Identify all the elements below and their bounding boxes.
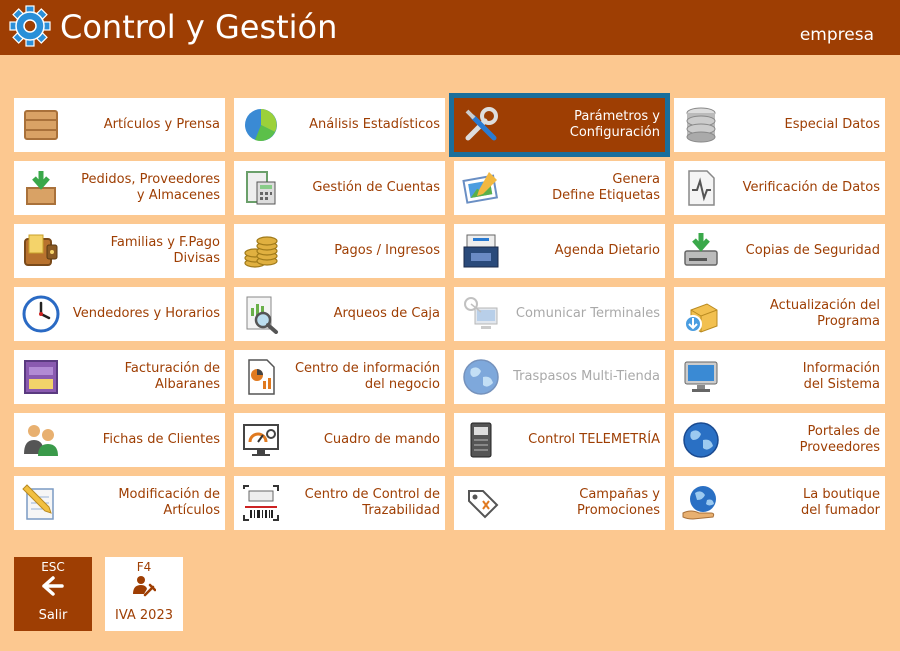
tile-especial-datos[interactable] — [674, 98, 885, 152]
tile-label — [728, 98, 880, 152]
tile-traspasos-multitienda[interactable] — [454, 350, 665, 404]
tile-label-line: Pedidos, Proveedores — [81, 172, 220, 187]
notepad-pencil-icon — [21, 483, 61, 523]
tile-label-line: Análisis Estadísticos — [309, 117, 440, 132]
box-download-icon — [21, 168, 61, 208]
globe-hand-icon — [681, 483, 721, 523]
tile-label-line: Parámetros y — [574, 109, 660, 124]
tools-icon — [461, 105, 501, 145]
header-bar — [0, 0, 900, 55]
tile-label-line: Actualización del — [769, 298, 880, 313]
tile-label-line: Traspasos Multi-Tienda — [513, 369, 660, 384]
telemetry-device-icon — [461, 420, 501, 460]
update-box-icon — [681, 294, 721, 334]
price-tag-icon — [461, 483, 501, 523]
tile-label — [68, 413, 220, 467]
tile-label — [68, 287, 220, 341]
tile-label — [68, 476, 220, 530]
tile-label-line: Trazabilidad — [362, 503, 440, 518]
globe-icon — [681, 420, 721, 460]
arrow-left-icon — [41, 574, 65, 598]
barcode-scan-icon — [241, 483, 281, 523]
gear-icon — [9, 5, 51, 47]
tile-label — [288, 413, 440, 467]
fkey-label: Salir — [38, 608, 68, 623]
tile-label-line: Control TELEMETRÍA — [528, 432, 660, 447]
tile-label — [288, 161, 440, 215]
database-icon — [681, 105, 721, 145]
tile-label-line: Centro de Control de — [304, 487, 440, 502]
calculator-icon — [241, 168, 281, 208]
tile-label-line: Vendedores y Horarios — [72, 306, 220, 321]
tile-label-line: Información — [802, 361, 880, 376]
tile-gestion-cuentas[interactable] — [234, 161, 445, 215]
tile-label-line: del Sistema — [803, 377, 880, 392]
tile-label — [68, 98, 220, 152]
tile-agenda-dietario[interactable] — [454, 224, 665, 278]
tile-label — [68, 161, 220, 215]
tile-label — [728, 476, 880, 530]
tile-label — [508, 98, 660, 152]
tile-label-line: Pagos / Ingresos — [334, 243, 440, 258]
picture-icon — [461, 168, 501, 208]
tile-label — [288, 224, 440, 278]
tile-label — [728, 224, 880, 278]
tile-portales-proveedores[interactable] — [674, 413, 885, 467]
tile-centro-trazabilidad[interactable] — [234, 476, 445, 530]
wallet-icon — [21, 231, 61, 271]
tile-facturacion-albaranes[interactable] — [14, 350, 225, 404]
tile-campanas-promociones[interactable] — [454, 476, 665, 530]
tile-label-line: Portales de — [807, 424, 880, 439]
tile-label-line: Modificación de — [118, 487, 220, 502]
tile-label-line: Artículos y Prensa — [103, 117, 220, 132]
tile-informacion-sistema[interactable] — [674, 350, 885, 404]
salir-button[interactable] — [14, 557, 92, 631]
tile-label-line: Centro de información — [294, 361, 440, 376]
tile-label-line: Copias de Seguridad — [745, 243, 880, 258]
tile-label — [728, 350, 880, 404]
tile-fichas-clientes[interactable] — [14, 413, 225, 467]
tile-label-line: del negocio — [364, 377, 440, 392]
tile-label-line: Define Etiquetas — [552, 188, 660, 203]
tile-articulos-prensa[interactable] — [14, 98, 225, 152]
tile-label-line: y Almacenes — [136, 188, 220, 203]
crate-icon — [21, 105, 61, 145]
monitor-icon — [681, 357, 721, 397]
tile-label — [508, 224, 660, 278]
tile-label-line: del fumador — [801, 503, 880, 518]
tile-label-line: Cuadro de mando — [323, 432, 440, 447]
tile-label — [68, 350, 220, 404]
magnifier-report-icon — [241, 294, 281, 334]
tile-label-line: Verificación de Datos — [742, 180, 880, 195]
tile-label — [288, 476, 440, 530]
tile-familias-fpago[interactable] — [14, 224, 225, 278]
clock-icon — [21, 294, 61, 334]
tile-label — [288, 98, 440, 152]
tile-label — [508, 350, 660, 404]
globe-icon — [461, 357, 501, 397]
tile-label-line: Promociones — [577, 503, 660, 518]
tile-label — [508, 476, 660, 530]
tile-label-line: Agenda Dietario — [554, 243, 660, 258]
iva-button[interactable] — [105, 557, 183, 631]
tile-label-line: Campañas y — [579, 487, 660, 502]
folder-drawer-icon — [21, 357, 61, 397]
tile-label-line: Especial Datos — [784, 117, 880, 132]
menu-grid — [14, 98, 886, 528]
tile-boutique-fumador[interactable] — [674, 476, 885, 530]
tile-label — [288, 287, 440, 341]
tile-label-line: Proveedores — [799, 440, 880, 455]
tile-label — [728, 413, 880, 467]
tile-pedidos-proveedores[interactable] — [14, 161, 225, 215]
tile-label-line: Programa — [817, 314, 880, 329]
network-computer-icon — [461, 294, 501, 334]
tile-centro-informacion[interactable] — [234, 350, 445, 404]
fkey-key: ESC — [41, 560, 65, 574]
tile-label-line: Arqueos de Caja — [333, 306, 440, 321]
page-title: Control y Gestión — [60, 8, 338, 46]
tile-label-line: Facturación de — [124, 361, 220, 376]
users-icon — [21, 420, 61, 460]
tile-comunicar-terminales[interactable] — [454, 287, 665, 341]
dashboard-icon — [241, 420, 281, 460]
tile-label-line: Albaranes — [154, 377, 220, 392]
fkey-key: F4 — [136, 560, 152, 574]
tile-genera-etiquetas[interactable] — [454, 161, 665, 215]
tile-label — [288, 350, 440, 404]
tile-cuadro-mando[interactable] — [234, 413, 445, 467]
tile-label — [68, 224, 220, 278]
tile-arqueos-caja[interactable] — [234, 287, 445, 341]
tile-label — [508, 413, 660, 467]
tile-control-telemetria[interactable] — [454, 413, 665, 467]
tile-label-line: Configuración — [569, 125, 660, 140]
tile-label — [728, 161, 880, 215]
tile-verificacion-datos[interactable] — [674, 161, 885, 215]
backup-drive-icon — [681, 231, 721, 271]
pie-chart-icon — [241, 105, 281, 145]
tile-label — [508, 161, 660, 215]
tile-modificacion-articulos[interactable] — [14, 476, 225, 530]
tile-actualizacion-programa[interactable] — [674, 287, 885, 341]
tile-analisis-estadisticos[interactable] — [234, 98, 445, 152]
tile-vendedores-horarios[interactable] — [14, 287, 225, 341]
tile-label-line: Fichas de Clientes — [102, 432, 220, 447]
tile-label-line: Genera — [612, 172, 660, 187]
tile-parametros-configuracion[interactable] — [454, 98, 665, 152]
tile-label — [728, 287, 880, 341]
tile-label-line: Gestión de Cuentas — [312, 180, 440, 195]
tile-label-line: Artículos — [163, 503, 220, 518]
tile-label-line: Familias y F.Pago — [110, 235, 220, 250]
agenda-icon — [461, 231, 501, 271]
fkey-label: IVA 2023 — [114, 608, 173, 623]
tile-copias-seguridad[interactable] — [674, 224, 885, 278]
user-tools-icon — [132, 574, 156, 598]
report-chart-icon — [241, 357, 281, 397]
user-name: empresa — [799, 25, 874, 45]
tile-pagos-ingresos[interactable] — [234, 224, 445, 278]
document-pulse-icon — [681, 168, 721, 208]
tile-label-line: Divisas — [173, 251, 220, 266]
coins-icon — [241, 231, 281, 271]
tile-label — [508, 287, 660, 341]
tile-label-line: Comunicar Terminales — [515, 306, 660, 321]
tile-label-line: La boutique — [803, 487, 880, 502]
